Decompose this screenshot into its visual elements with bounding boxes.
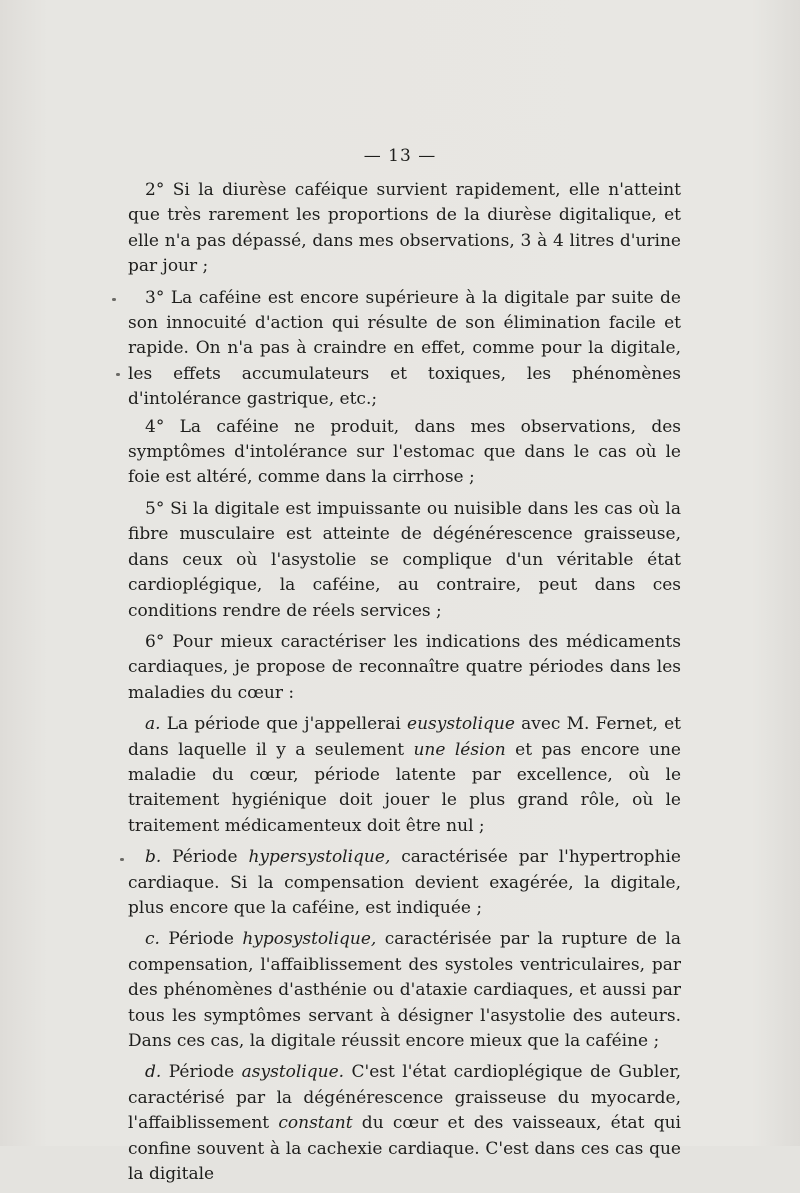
- paragraph-point-3: [128, 286, 681, 413]
- italic-text: b.: [145, 847, 162, 868]
- text-run: du cœur et des vaisseaux, état qui confine souvent à la cachexie cardiaque. C'est dans ces cas que la digitale: [128, 1113, 681, 1185]
- text-run: C'est l'état cardioplégique de Gubler, caractérisé par la dégénérescence graisseuse du myocarde, l'affaiblissement: [128, 1062, 681, 1134]
- text-run: 5° Si la digitale est impuissante ou nuisible dans les cas où la fibre musculaire est atteinte de dégénérescence graisseuse, dans ceux où l'asystolie se complique d'un véritable état cardioplégique, la caféine, au contraire, peut dans ces conditions rendre de réels services ;: [128, 498, 681, 621]
- text-run: et pas encore une maladie du cœur, période latente par excellence, où le traitement hygiénique doit jouer le plus grand rôle, où le traitement médicamenteux doit être nul ;: [128, 739, 681, 836]
- paragraph-period-a: [128, 712, 681, 839]
- italic-text: a.: [145, 714, 161, 735]
- margin-speck: [116, 373, 120, 376]
- italic-text: une lésion: [413, 739, 506, 760]
- body-text: [128, 178, 681, 1193]
- italic-text: d.: [145, 1062, 162, 1083]
- paragraph-period-b: [128, 845, 681, 921]
- text-run: La période que j'appellerai: [160, 714, 408, 735]
- paragraph-point-5: [128, 497, 681, 624]
- text-run: avec M. Fernet, et dans laquelle il y a seulement: [128, 714, 682, 760]
- italic-text: asystolique.: [241, 1062, 345, 1083]
- margin-speck: [112, 298, 116, 301]
- text-run: 6° Pour mieux caractériser les indications des médicaments cardiaques, je propose de reconnaître quatre périodes dans les maladies du cœur :: [128, 631, 681, 703]
- text-run: caractérisée par l'hypertrophie cardiaque. Si la compensation devient exagérée, la digitale, plus encore que la caféine, est indiquée ;: [128, 847, 681, 918]
- page-number: — 13 —: [363, 146, 437, 166]
- italic-text: c.: [145, 929, 160, 950]
- text-run: 4° La caféine ne produit, dans mes observations, des symptômes d'intolérance sur l'estomac que dans le cas où le foie est altéré, comme dans la cirrhose ;: [128, 416, 681, 488]
- text-run: Période: [161, 847, 249, 868]
- text-run: Période: [159, 929, 243, 950]
- margin-speck: [120, 858, 124, 861]
- text-run: caractérisée par la rupture de la compensation, l'affaiblissement des systoles ventriculaires, par des phénomènes d'asthénie ou d'ataxie cardiaques, et aussi par tous les symptômes servant à désigner l'asystolie des auteurs. Dans ces cas, la digitale réussit encore mieux que la caféine ;: [128, 929, 681, 1051]
- paragraph-point-4: [128, 415, 681, 491]
- paragraph-point-2: [128, 178, 681, 280]
- paragraph-period-c: [128, 927, 681, 1054]
- italic-text: hyposystolique,: [242, 929, 377, 950]
- text-run: 2° Si la diurèse caféique survient rapidement, elle n'atteint que très rarement les proportions de la diurèse digitalique, et elle n'a pas dépassé, dans mes observations, 3 à 4 litres d'urine par jour ;: [128, 180, 681, 277]
- italic-text: constant: [278, 1113, 353, 1134]
- text-run: 3° La caféine est encore supérieure à la digitale par suite de son innocuité d'action qui résulte de son élimination facile et rapide. On n'a pas à craindre en effet, comme pour la digitale, les effets accumulateurs et toxiques, les phénomènes d'intolérance gastrique, etc.;: [128, 287, 681, 410]
- paragraph-period-d: [128, 1060, 681, 1187]
- paragraph-point-6: [128, 630, 681, 706]
- text-run: Période: [161, 1062, 242, 1083]
- italic-text: hypersystolique,: [248, 847, 391, 868]
- italic-text: eusystolique: [407, 714, 515, 735]
